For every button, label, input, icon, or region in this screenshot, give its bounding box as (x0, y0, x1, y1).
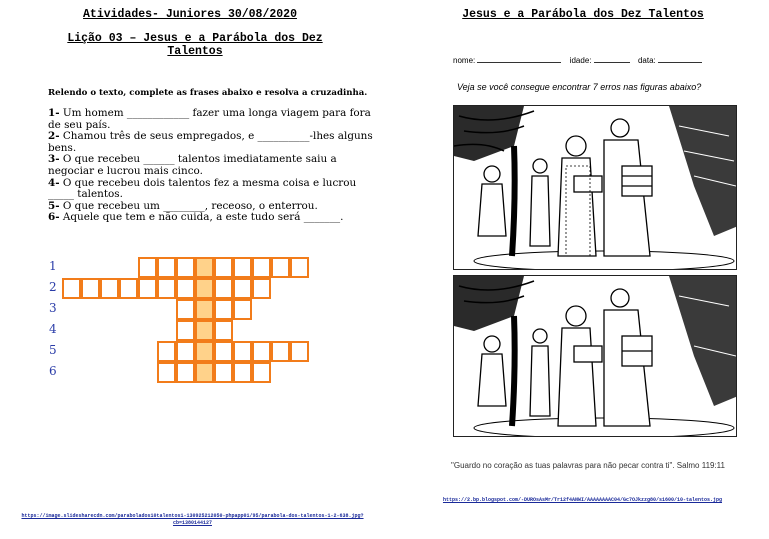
activity-title: Jesus e a Parábola dos Dez Talentos (462, 8, 704, 21)
crossword-cell[interactable] (81, 278, 100, 299)
crossword-cell[interactable] (252, 362, 271, 383)
crossword-cell[interactable] (290, 341, 309, 362)
crossword-row-number: 4 (49, 322, 57, 336)
lesson-title: Lição 03 – Jesus e a Parábola dos Dez Talentos (67, 32, 323, 58)
question-4: 4- O que recebeu dois talentos fez a mesma coisa e lucrou _____ talentos. (48, 176, 357, 201)
crossword-cell[interactable] (176, 362, 195, 383)
bible-verse: "Guardo no coração as tuas palavras para não pecar contra ti". Salmo 119:11 (451, 461, 725, 470)
worksheet-title: Atividades- Juniores 30/08/2020 (83, 8, 297, 21)
crossword-cell[interactable] (233, 362, 252, 383)
crossword-cell[interactable] (233, 299, 252, 320)
crossword-cell[interactable] (214, 278, 233, 299)
crossword-cell[interactable] (214, 341, 233, 362)
parable-illustration-top (453, 105, 737, 270)
crossword-cell[interactable] (176, 278, 195, 299)
crossword-cell[interactable] (157, 278, 176, 299)
crossword-cell[interactable] (157, 341, 176, 362)
crossword-cell[interactable] (233, 257, 252, 278)
crossword-key-cell[interactable] (195, 278, 214, 299)
question-2: 2- Chamou três de seus empregados, e __________-lhes alguns bens. (48, 130, 373, 154)
crossword-cell[interactable] (233, 278, 252, 299)
age-label: idade: (569, 56, 592, 65)
crossword-cell[interactable] (100, 278, 119, 299)
crossword-row-number: 6 (49, 364, 57, 378)
question-6: 6- Aquele que tem e não cuida, a este tudo será _______. (48, 211, 344, 224)
crossword-cell[interactable] (214, 362, 233, 383)
crossword-row-number: 2 (49, 280, 57, 294)
crossword-cell[interactable] (119, 278, 138, 299)
crossword-row-number: 3 (49, 301, 57, 315)
crossword-key-cell[interactable] (195, 341, 214, 362)
crossword-key-cell[interactable] (195, 362, 214, 383)
question-1: 1- Um homem ____________ fazer uma longa viagem para fora de seu país. (48, 107, 371, 131)
crossword-cell[interactable] (252, 341, 271, 362)
spot-differences-instruction: Veja se você consegue encontrar 7 erros nas figuras abaixo? (457, 82, 702, 92)
crossword-cell[interactable] (233, 341, 252, 362)
crossword-key-cell[interactable] (195, 257, 214, 278)
crossword-cell[interactable] (176, 320, 195, 341)
crossword-cell[interactable] (157, 257, 176, 278)
crossword-cell[interactable] (176, 341, 195, 362)
crossword-cell[interactable] (176, 299, 195, 320)
crossword-cell[interactable] (252, 257, 271, 278)
crossword-key-cell[interactable] (195, 320, 214, 341)
crossword-cell[interactable] (157, 362, 176, 383)
crossword-cell[interactable] (271, 257, 290, 278)
servants-illustration (454, 276, 737, 437)
crossword-cell[interactable] (62, 278, 81, 299)
date-field[interactable] (658, 54, 702, 63)
instruction-text: Relendo o texto, complete as frases abaixo e resolva a cruzadinha. (48, 88, 368, 98)
name-label: nome: (453, 56, 476, 65)
servants-illustration (454, 106, 737, 270)
crossword-cell[interactable] (176, 257, 195, 278)
question-3: 3- O que recebeu ______ talentos imediatamente saiu a negociar e lucrou mais cinco. (48, 153, 337, 177)
crossword-cell[interactable] (138, 257, 157, 278)
crossword-cell[interactable] (271, 341, 290, 362)
question-5: 5- O que recebeu um ________, receoso, o enterrou. (48, 199, 318, 212)
name-field[interactable] (477, 54, 561, 63)
crossword-row-number: 1 (49, 259, 57, 273)
crossword-cell[interactable] (290, 257, 309, 278)
crossword-row-number: 5 (49, 343, 57, 357)
crossword-cell[interactable] (214, 320, 233, 341)
source-link-left[interactable]: https://image.slidesharecdn.com/parabolados10talentos1-130925212050-phpapp01/95/parabola-dos-talentos-1-2-638.jpg?cb=1380144127 (21, 513, 364, 526)
age-field[interactable] (594, 54, 630, 63)
question-list (48, 108, 378, 224)
crossword-cell[interactable] (252, 278, 271, 299)
crossword-cell[interactable] (138, 278, 157, 299)
source-link-right[interactable]: https://2.bp.blogspot.com/-DUROsAsMr/Tr12f4ANWI/AAAAAAAAC04/Gc7OJkzzg80/s1600/10-talentos.jpg (442, 497, 723, 503)
date-label: data: (637, 56, 656, 65)
crossword-cell[interactable] (214, 299, 233, 320)
student-form (453, 54, 753, 65)
crossword-key-cell[interactable] (195, 299, 214, 320)
parable-illustration-bottom (453, 275, 737, 437)
crossword-cell[interactable] (214, 257, 233, 278)
